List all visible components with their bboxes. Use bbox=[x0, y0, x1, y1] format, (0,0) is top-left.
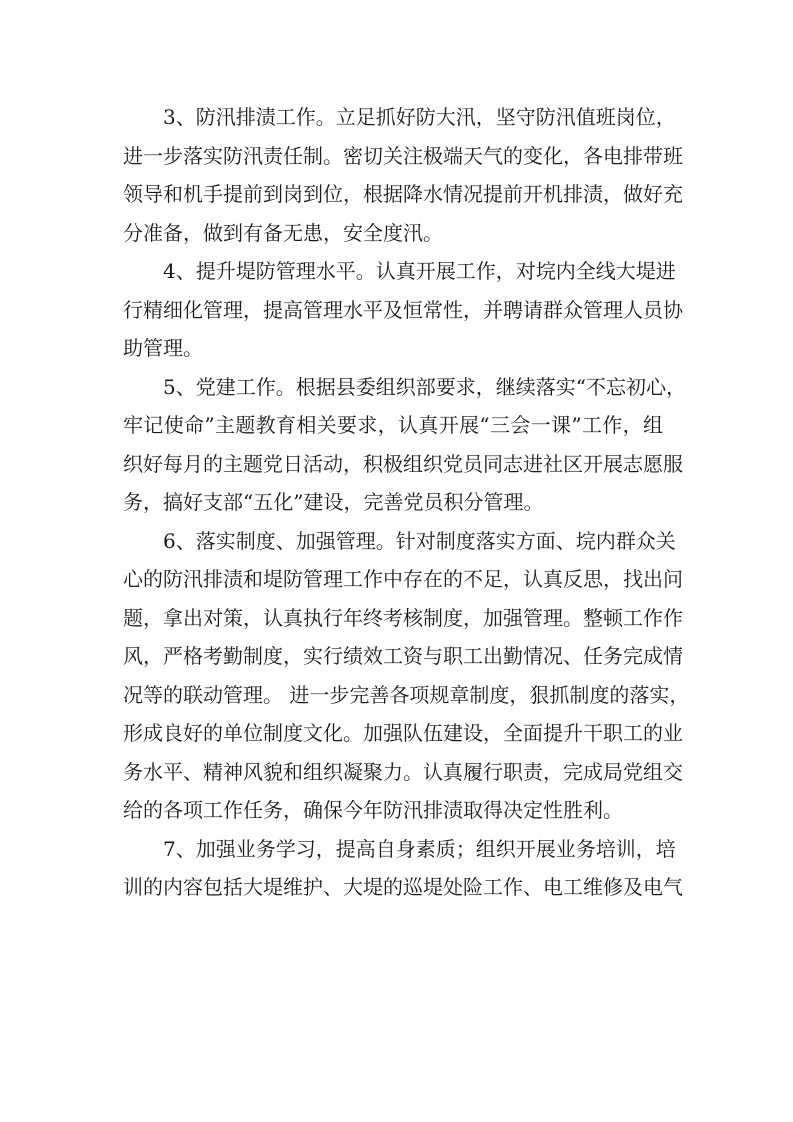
paragraph-line: 6、落实制度、加强管理。针对制度落实方面、垸内群众关 bbox=[163, 528, 676, 553]
paragraph-line: 题，拿出对策，认真执行年终考核制度，加强管理。整顿工作作 bbox=[123, 605, 683, 630]
paragraph-line: 训的内容包括大堤维护、大堤的巡堤处险工作、电工维修及电气 bbox=[123, 875, 683, 899]
paragraph-7-business-study bbox=[123, 830, 683, 907]
paragraph-line: 分准备，做到有备无患，安全度汛。 bbox=[123, 220, 443, 245]
paragraph-6-system-management bbox=[123, 522, 690, 830]
paragraph-line: 给的各项工作任务，确保今年防汛排渍取得决定性胜利。 bbox=[123, 798, 623, 822]
paragraph-line: 7、加强业务学习，提高自身素质；组织开展业务培训，培 bbox=[163, 836, 676, 861]
paragraph-line: 务，搞好支部“五化”建设，完善党员积分管理。 bbox=[123, 490, 544, 514]
paragraph-line: 领导和机手提前到岗到位，根据降水情况提前开机排渍，做好充 bbox=[123, 182, 683, 206]
paragraph-line: 助管理。 bbox=[123, 336, 203, 360]
paragraph-line: 牢记使命”主题教育相关要求，认真开展“三会一课”工作，组 bbox=[123, 413, 663, 437]
paragraph-line: 4、提升堤防管理水平。认真开展工作，对垸内全线大堤进 bbox=[163, 259, 676, 283]
paragraph-5-party-building bbox=[123, 368, 686, 522]
paragraph-line: 进一步落实防汛责任制。密切关注极端天气的变化，各电排带班 bbox=[123, 143, 683, 168]
document-body bbox=[123, 98, 690, 907]
paragraph-line: 3、防汛排渍工作。立足抓好防大汛，坚守防汛值班岗位， bbox=[163, 105, 676, 129]
paragraph-4-embankment-management bbox=[123, 252, 683, 368]
paragraph-line: 行精细化管理，提高管理水平及恒常性，并聘请群众管理人员协 bbox=[123, 297, 683, 322]
paragraph-line: 况等的联动管理。 进一步完善各项规章制度，狠抓制度的落实， bbox=[123, 682, 690, 707]
paragraph-3-flood-drainage bbox=[123, 98, 683, 252]
paragraph-line: 务水平、精神风貌和组织凝聚力。认真履行职责，完成局党组交 bbox=[123, 759, 683, 784]
paragraph-line: 形成良好的单位制度文化。加强队伍建设，全面提升干职工的业 bbox=[123, 721, 683, 745]
paragraph-line: 心的防汛排渍和堤防管理工作中存在的不足，认真反思，找出问 bbox=[123, 567, 683, 591]
paragraph-line: 风，严格考勤制度，实行绩效工资与职工出勤情况、任务完成情 bbox=[123, 644, 683, 668]
paragraph-line: 5、党建工作。根据县委组织部要求，继续落实“不忘初心， bbox=[163, 374, 686, 399]
paragraph-line: 织好每月的主题党日活动，积极组织党员同志进社区开展志愿服 bbox=[123, 451, 683, 476]
